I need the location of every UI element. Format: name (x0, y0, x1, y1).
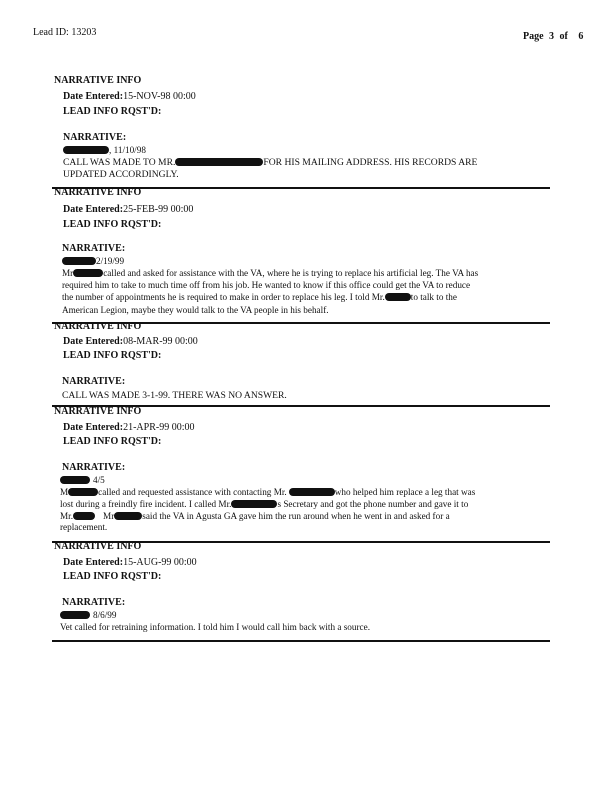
redaction-bar (62, 257, 96, 265)
narrative-label: NARRATIVE: (62, 462, 126, 473)
narrative-label: NARRATIVE: (62, 243, 126, 254)
redaction-bar (114, 512, 142, 520)
date-entered-label: Date Entered: (63, 422, 124, 433)
section-title: NARRATIVE INFO (54, 406, 142, 417)
narrative-line: CALL WAS MADE TO MR. FOR HIS MAILING ADDRESS. HIS RECORDS ARE (63, 157, 478, 168)
date-entered-row (63, 204, 193, 215)
narrative-line: required him to take to much time off from his job. He wanted to know if this office could get the VA to reduce (62, 280, 471, 290)
narrative-line: Mr called and asked for assistance with the VA, where he is trying to replace his artificial leg. The VA has (62, 268, 479, 278)
date-entered-row (63, 557, 197, 568)
narrative-line: UPDATED ACCORDINGLY. (63, 169, 179, 180)
date-entered-label: Date Entered: (63, 557, 124, 568)
redaction-bar (60, 476, 90, 484)
date-entered-value: 21-APR-99 00:00 (123, 422, 195, 433)
page-of: of (559, 31, 568, 42)
redaction-bar (68, 488, 98, 496)
date-entered-label: Date Entered: (63, 204, 124, 215)
narrative-line: Vet called for retraining information. I told him I would call him back with a source. (60, 622, 370, 632)
lead-info-rqstd-label: LEAD INFO RQST'D: (63, 436, 162, 447)
date-entered-label: Date Entered: (63, 336, 124, 347)
narrative-label: NARRATIVE: (63, 132, 127, 143)
narrative-line: the number of appointments he is required to make in order to replace his leg. I told Mr. to talk to the (62, 292, 457, 302)
narrative-line: replacement. (60, 522, 108, 532)
redaction-bar (175, 158, 263, 166)
note-date: , 11/10/98 (109, 145, 146, 155)
date-entered-label: Date Entered: (63, 91, 124, 102)
redaction-bar (73, 269, 103, 277)
lead-id: Lead ID: 13203 (33, 27, 97, 38)
date-entered-value: 08-MAR-99 00:00 (123, 336, 198, 347)
date-entered-row (63, 336, 198, 347)
date-entered-row (63, 422, 194, 433)
redaction-bar (289, 488, 335, 496)
narrative-label: NARRATIVE: (62, 597, 126, 608)
note-date: 8/6/99 (93, 610, 117, 620)
section-title: NARRATIVE INFO (54, 75, 142, 86)
note-date: 4/5 (93, 475, 105, 485)
section-title: NARRATIVE INFO (54, 187, 142, 198)
page-number (523, 31, 583, 42)
narrative-date-line (60, 475, 105, 487)
redaction-bar (63, 146, 109, 154)
lead-info-rqstd-label: LEAD INFO RQST'D: (63, 571, 162, 582)
narrative-line: Mr. Mr said the VA in Agusta GA gave him the run around when he went in and asked for a (60, 511, 450, 521)
narrative-date-line (62, 256, 124, 268)
section-divider (52, 640, 550, 642)
page-total: 6 (578, 31, 584, 42)
narrative-label: NARRATIVE: (62, 376, 126, 387)
section-title: NARRATIVE INFO (54, 541, 142, 552)
narrative-line: American Legion, maybe they would talk to the VA people in his behalf. (62, 305, 329, 315)
narrative-line: CALL WAS MADE 3-1-99. THERE WAS NO ANSWER. (62, 390, 287, 401)
redaction-bar (60, 611, 90, 619)
lead-info-rqstd-label: LEAD INFO RQST'D: (63, 106, 162, 117)
note-date: 2/19/99 (96, 256, 125, 266)
narrative-date-line (60, 610, 116, 622)
page-current: 3 (549, 31, 555, 42)
date-entered-row (63, 91, 196, 102)
date-entered-value: 15-NOV-98 00:00 (123, 91, 196, 102)
date-entered-value: 15-AUG-99 00:00 (123, 557, 197, 568)
section-title: NARRATIVE INFO (54, 321, 142, 332)
page-label: Page (523, 31, 544, 42)
redaction-bar (73, 512, 95, 520)
redaction-bar (231, 500, 277, 508)
narrative-line: M called and requested assistance with contacting Mr. who helped him replace a leg that was (60, 487, 476, 497)
lead-info-rqstd-label: LEAD INFO RQST'D: (63, 219, 162, 230)
narrative-line: lost during a freindly fire incident. I called Mr. s Secretary and got the phone number and gave it to (60, 499, 469, 509)
lead-info-rqstd-label: LEAD INFO RQST'D: (63, 350, 162, 361)
narrative-date-line (63, 145, 146, 157)
redaction-bar (385, 293, 411, 301)
date-entered-value: 25-FEB-99 00:00 (123, 204, 194, 215)
